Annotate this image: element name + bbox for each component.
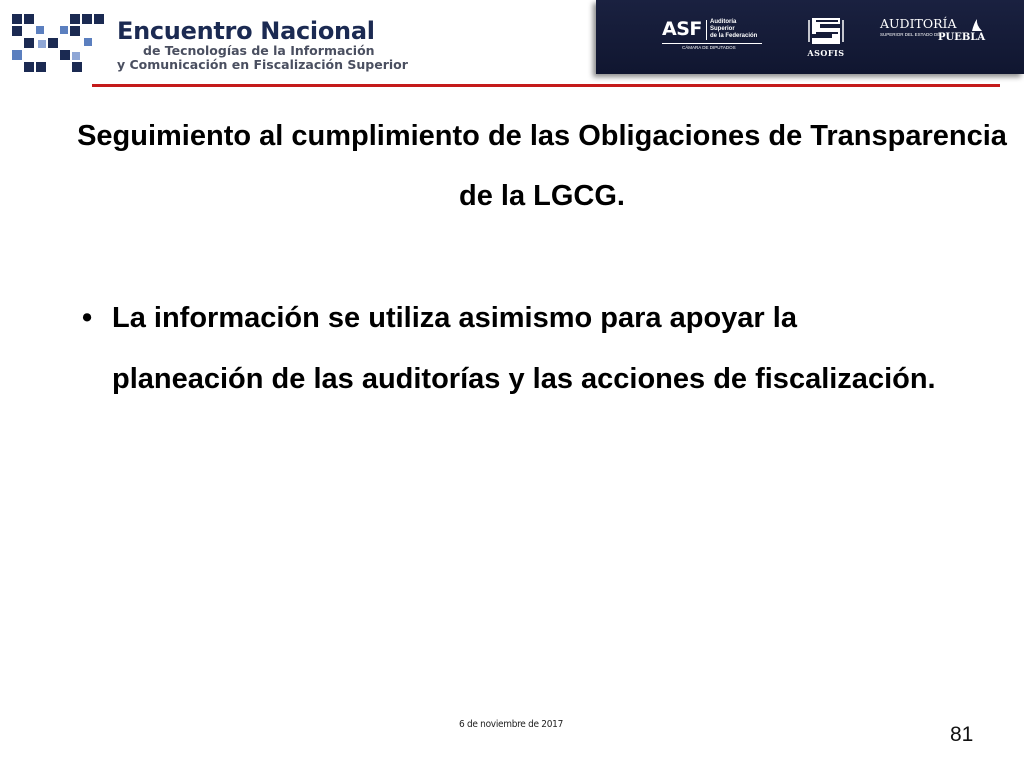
page-number: 81 — [950, 723, 974, 746]
asf-divider — [706, 20, 707, 40]
cube-pattern-logo-icon — [10, 12, 110, 76]
bullet-list — [72, 288, 952, 410]
event-logo-text — [117, 18, 407, 72]
asf-name-line-1: Auditoría — [710, 19, 737, 25]
asofis-name: ASOFIS — [807, 48, 845, 58]
asf-name — [710, 19, 757, 40]
partner-logos-banner — [596, 0, 1024, 74]
asofis-logo — [796, 14, 856, 60]
asofis-emblem-icon — [796, 14, 856, 48]
puebla-logo-small-line-1: SUPERIOR DEL ESTADO DE — [880, 32, 941, 37]
flame-emblem-icon — [970, 17, 984, 33]
bullet-item — [72, 288, 952, 410]
asf-name-line-3: de la Federación — [710, 33, 758, 39]
event-title: Encuentro Nacional — [117, 17, 375, 45]
bullet-text: La información se utiliza asimismo para apoyar la planeación de las auditorías y las acciones de fiscalización. — [112, 302, 936, 395]
puebla-logo-word: PUEBLA — [938, 32, 986, 43]
asf-mark: ASF — [662, 18, 702, 40]
slide-header — [0, 0, 1024, 92]
auditoria-puebla-logo — [880, 17, 990, 57]
slide-title: Seguimiento al cumplimiento de las Obligaciones de Transparencia de la LGCG. — [77, 120, 1007, 212]
event-subtitle-line-1: de Tecnologías de la Información — [143, 43, 375, 58]
footer-date: 6 de noviembre de 2017 — [459, 719, 563, 730]
asf-subtitle: CÁMARA DE DIPUTADOS — [682, 45, 736, 50]
puebla-logo-small-text — [880, 32, 940, 37]
asf-name-line-2: Superior — [710, 26, 735, 32]
asf-underline — [662, 43, 762, 44]
header-divider-line — [92, 84, 1000, 87]
asf-logo — [662, 18, 764, 54]
puebla-logo-title: AUDITORÍA — [880, 16, 957, 31]
bullet-icon: • — [82, 302, 93, 334]
event-subtitle-line-2: y Comunicación en Fiscalización Superior — [117, 57, 408, 72]
